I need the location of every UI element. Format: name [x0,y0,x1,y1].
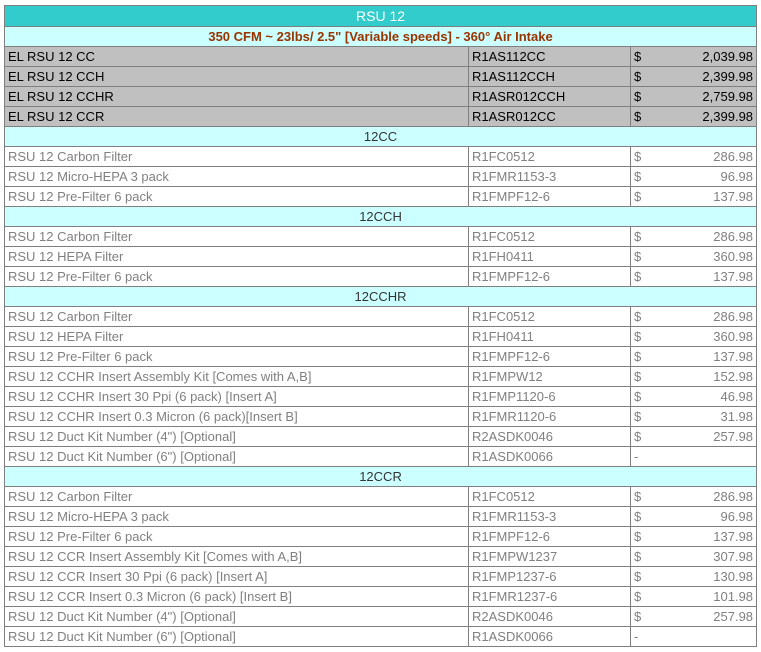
model-price: 2,399.98 [655,107,757,127]
accessory-row [5,267,757,287]
currency-symbol: $ [631,347,655,367]
accessory-part-number: R1FMPF12-6 [469,527,631,547]
accessory-price: 286.98 [655,487,757,507]
accessory-price: 286.98 [655,307,757,327]
currency-symbol: $ [631,587,655,607]
accessory-part-number: R1FMPW12 [469,367,631,387]
accessory-part-number: R1FC0512 [469,487,631,507]
accessory-part-number: R2ASDK0046 [469,427,631,447]
accessory-part-number: R2ASDK0046 [469,607,631,627]
model-price: 2,759.98 [655,87,757,107]
accessory-name: RSU 12 HEPA Filter [5,327,469,347]
currency-symbol: $ [631,367,655,387]
section-header-row [5,127,757,147]
accessory-row [5,327,757,347]
model-part-number: R1AS112CC [469,47,631,67]
accessory-name: RSU 12 CCHR Insert 30 Ppi (6 pack) [Insert A] [5,387,469,407]
accessory-row [5,487,757,507]
accessory-row [5,347,757,367]
price-table-body [5,6,757,647]
currency-symbol: $ [631,567,655,587]
accessory-price: 96.98 [655,167,757,187]
accessory-part-number: R1ASDK0066 [469,627,631,647]
accessory-part-number: R1FMR1153-3 [469,167,631,187]
accessory-name: RSU 12 Duct Kit Number (6") [Optional] [5,447,469,467]
currency-symbol: $ [631,507,655,527]
accessory-part-number: R1FMPF12-6 [469,187,631,207]
accessory-price: 257.98 [655,427,757,447]
accessory-price: 101.98 [655,587,757,607]
section-label: 12CCHR [5,287,757,307]
accessory-row [5,387,757,407]
currency-symbol: $ [631,387,655,407]
accessory-row [5,247,757,267]
accessory-row [5,367,757,387]
accessory-name: RSU 12 CCHR Insert 0.3 Micron (6 pack)[Insert B] [5,407,469,427]
accessory-row [5,147,757,167]
accessory-name: RSU 12 HEPA Filter [5,247,469,267]
accessory-price: 307.98 [655,547,757,567]
model-price: 2,039.98 [655,47,757,67]
model-row [5,67,757,87]
section-header-row [5,207,757,227]
accessory-name: RSU 12 Duct Kit Number (4") [Optional] [5,607,469,627]
accessory-name: RSU 12 Micro-HEPA 3 pack [5,507,469,527]
accessory-price: 360.98 [655,247,757,267]
accessory-part-number: R1FC0512 [469,227,631,247]
currency-symbol: $ [631,47,655,67]
accessory-row [5,507,757,527]
accessory-price: 137.98 [655,187,757,207]
accessory-price: 137.98 [655,527,757,547]
accessory-row [5,187,757,207]
accessory-name: RSU 12 CCHR Insert Assembly Kit [Comes with A,B] [5,367,469,387]
accessory-part-number: R1FC0512 [469,147,631,167]
section-label: 12CCR [5,467,757,487]
accessory-part-number: R1FH0411 [469,327,631,347]
accessory-price: 137.98 [655,347,757,367]
currency-symbol: $ [631,327,655,347]
accessory-name: RSU 12 Carbon Filter [5,227,469,247]
accessory-name: RSU 12 Pre-Filter 6 pack [5,527,469,547]
price-na: - [631,627,757,647]
accessory-part-number: R1FMP1120-6 [469,387,631,407]
model-row [5,107,757,127]
accessory-row [5,587,757,607]
accessory-part-number: R1FMPF12-6 [469,267,631,287]
accessory-price: 152.98 [655,367,757,387]
currency-symbol: $ [631,487,655,507]
section-label: 12CC [5,127,757,147]
subtitle-row [5,27,757,47]
model-name: EL RSU 12 CCHR [5,87,469,107]
currency-symbol: $ [631,407,655,427]
currency-symbol: $ [631,167,655,187]
accessory-part-number: R1FMR1120-6 [469,407,631,427]
model-row [5,47,757,67]
currency-symbol: $ [631,247,655,267]
model-part-number: R1ASR012CC [469,107,631,127]
model-name: EL RSU 12 CC [5,47,469,67]
accessory-part-number: R1FMPF12-6 [469,347,631,367]
currency-symbol: $ [631,187,655,207]
accessory-price: 31.98 [655,407,757,427]
accessory-name: RSU 12 CCR Insert 0.3 Micron (6 pack) [Insert B] [5,587,469,607]
accessory-name: RSU 12 Micro-HEPA 3 pack [5,167,469,187]
accessory-price: 96.98 [655,507,757,527]
currency-symbol: $ [631,307,655,327]
section-header-row [5,287,757,307]
accessory-row [5,427,757,447]
accessory-name: RSU 12 Duct Kit Number (4") [Optional] [5,427,469,447]
model-part-number: R1AS112CCH [469,67,631,87]
section-label: 12CCH [5,207,757,227]
accessory-name: RSU 12 CCR Insert Assembly Kit [Comes with A,B] [5,547,469,567]
accessory-row [5,627,757,647]
sheet-subtitle: 350 CFM ~ 23lbs/ 2.5" [Variable speeds] - 360° Air Intake [5,27,757,47]
currency-symbol: $ [631,427,655,447]
sheet-title: RSU 12 [5,6,757,27]
accessory-price: 286.98 [655,227,757,247]
price-sheet [4,5,756,647]
model-price: 2,399.98 [655,67,757,87]
accessory-part-number: R1FC0512 [469,307,631,327]
currency-symbol: $ [631,147,655,167]
accessory-price: 257.98 [655,607,757,627]
accessory-row [5,407,757,427]
model-row [5,87,757,107]
model-name: EL RSU 12 CCR [5,107,469,127]
price-table [4,5,757,647]
accessory-name: RSU 12 Carbon Filter [5,487,469,507]
accessory-name: RSU 12 Pre-Filter 6 pack [5,347,469,367]
accessory-part-number: R1FMR1153-3 [469,507,631,527]
currency-symbol: $ [631,547,655,567]
accessory-price: 46.98 [655,387,757,407]
price-na: - [631,447,757,467]
accessory-row [5,527,757,547]
accessory-part-number: R1FMPW1237 [469,547,631,567]
accessory-row [5,607,757,627]
accessory-price: 130.98 [655,567,757,587]
currency-symbol: $ [631,227,655,247]
accessory-price: 286.98 [655,147,757,167]
accessory-name: RSU 12 Carbon Filter [5,307,469,327]
accessory-row [5,447,757,467]
model-name: EL RSU 12 CCH [5,67,469,87]
section-header-row [5,467,757,487]
currency-symbol: $ [631,267,655,287]
accessory-part-number: R1ASDK0066 [469,447,631,467]
accessory-row [5,547,757,567]
accessory-part-number: R1FH0411 [469,247,631,267]
accessory-part-number: R1FMR1237-6 [469,587,631,607]
accessory-name: RSU 12 Pre-Filter 6 pack [5,187,469,207]
accessory-row [5,227,757,247]
currency-symbol: $ [631,87,655,107]
accessory-row [5,307,757,327]
accessory-name: RSU 12 Carbon Filter [5,147,469,167]
accessory-row [5,167,757,187]
model-part-number: R1ASR012CCH [469,87,631,107]
accessory-price: 137.98 [655,267,757,287]
accessory-name: RSU 12 Duct Kit Number (6") [Optional] [5,627,469,647]
accessory-part-number: R1FMP1237-6 [469,567,631,587]
currency-symbol: $ [631,607,655,627]
accessory-name: RSU 12 Pre-Filter 6 pack [5,267,469,287]
currency-symbol: $ [631,67,655,87]
currency-symbol: $ [631,107,655,127]
accessory-price: 360.98 [655,327,757,347]
accessory-row [5,567,757,587]
accessory-name: RSU 12 CCR Insert 30 Ppi (6 pack) [Insert A] [5,567,469,587]
title-row [5,6,757,27]
currency-symbol: $ [631,527,655,547]
